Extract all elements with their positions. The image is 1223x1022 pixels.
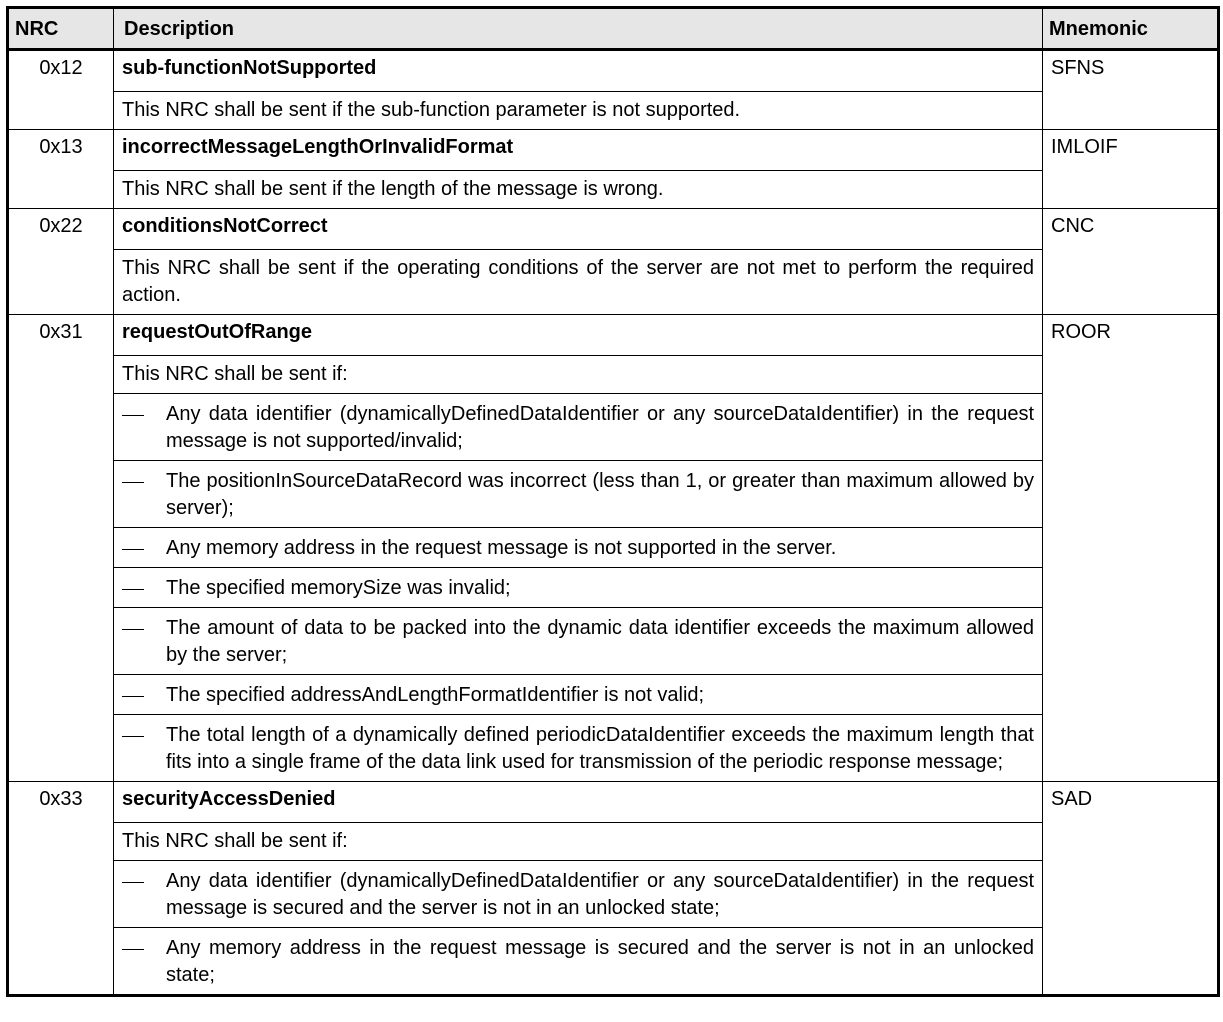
description-text: This NRC shall be sent if the operating conditions of the server are not met to perform the required action. [122, 257, 1034, 306]
divider [114, 91, 1042, 92]
list-item [122, 682, 1034, 709]
nrc-name: securityAccessDenied [122, 788, 336, 810]
list-item [122, 722, 1034, 776]
description-intro: This NRC shall be sent if: [122, 830, 348, 852]
list-item-text: The amount of data to be packed into the dynamic data identifier exceeds the maximum allowed by the server; [166, 617, 1034, 666]
dash-bullet [122, 868, 166, 922]
nrc-code: 0x31 [8, 315, 114, 782]
divider [114, 607, 1042, 608]
header-row [8, 8, 1219, 50]
list-item-text: Any memory address in the request message is not supported in the server. [166, 537, 837, 559]
mnemonic: CNC [1043, 209, 1219, 315]
list-item [122, 575, 1034, 602]
list-item-text: The specified memorySize was invalid; [166, 577, 511, 599]
dash-bullet [122, 935, 166, 989]
dash-bullet [122, 575, 166, 602]
table-row [8, 782, 1219, 996]
list-item [122, 535, 1034, 562]
list-item-text: Any data identifier (dynamicallyDefinedDataIdentifier or any sourceDataIdentifier) in the request message is secured and the server is not in an unlocked state; [166, 870, 1034, 919]
mnemonic: SFNS [1043, 50, 1219, 130]
description-cell [114, 130, 1043, 209]
list-item-text: Any memory address in the request message is secured and the server is not in an unlocked state; [166, 937, 1034, 986]
table-row [8, 130, 1219, 209]
description-cell [114, 782, 1043, 996]
dash-bullet [122, 615, 166, 669]
divider [114, 822, 1042, 823]
nrc-name: sub-functionNotSupported [122, 57, 377, 79]
dash-bullet [122, 682, 166, 709]
divider [114, 355, 1042, 356]
mnemonic: SAD [1043, 782, 1219, 996]
divider [114, 927, 1042, 928]
divider [114, 527, 1042, 528]
dash-bullet [122, 468, 166, 522]
dash-bullet [122, 722, 166, 776]
list-item [122, 401, 1034, 455]
table-row [8, 209, 1219, 315]
list-item [122, 935, 1034, 989]
nrc-code: 0x22 [8, 209, 114, 315]
dash-bullet [122, 401, 166, 455]
divider [114, 714, 1042, 715]
nrc-name: incorrectMessageLengthOrInvalidFormat [122, 136, 514, 158]
header-nrc: NRC [8, 8, 114, 50]
list-item-text: Any data identifier (dynamicallyDefinedDataIdentifier or any sourceDataIdentifier) in the request message is not supported/invalid; [166, 403, 1034, 452]
nrc-name: requestOutOfRange [122, 321, 313, 343]
list-item-text: The positionInSourceDataRecord was incorrect (less than 1, or greater than maximum allowed by server); [166, 470, 1034, 519]
description-cell [114, 315, 1043, 782]
description-text: This NRC shall be sent if the sub-function parameter is not supported. [122, 99, 741, 121]
divider [114, 170, 1042, 171]
dash-bullet [122, 535, 166, 562]
nrc-code: 0x33 [8, 782, 114, 996]
mnemonic: ROOR [1043, 315, 1219, 782]
mnemonic: IMLOIF [1043, 130, 1219, 209]
description-cell [114, 209, 1043, 315]
list-item [122, 615, 1034, 669]
table-row [8, 315, 1219, 782]
divider [114, 393, 1042, 394]
header-mnemonic: Mnemonic [1043, 8, 1219, 50]
description-intro: This NRC shall be sent if: [122, 363, 348, 385]
nrc-table [6, 6, 1220, 997]
table-row [8, 50, 1219, 130]
description-cell [114, 50, 1043, 130]
divider [114, 460, 1042, 461]
list-item-text: The specified addressAndLengthFormatIdentifier is not valid; [166, 684, 705, 706]
header-description: Description [114, 8, 1043, 50]
description-text: This NRC shall be sent if the length of the message is wrong. [122, 178, 664, 200]
list-item [122, 868, 1034, 922]
divider [114, 860, 1042, 861]
list-item-text: The total length of a dynamically defined periodicDataIdentifier exceeds the maximum length that fits into a single frame of the data link used for transmission of the periodic response message; [166, 724, 1034, 773]
nrc-name: conditionsNotCorrect [122, 215, 328, 237]
divider [114, 249, 1042, 250]
divider [114, 674, 1042, 675]
list-item [122, 468, 1034, 522]
divider [114, 567, 1042, 568]
nrc-code: 0x13 [8, 130, 114, 209]
nrc-code: 0x12 [8, 50, 114, 130]
